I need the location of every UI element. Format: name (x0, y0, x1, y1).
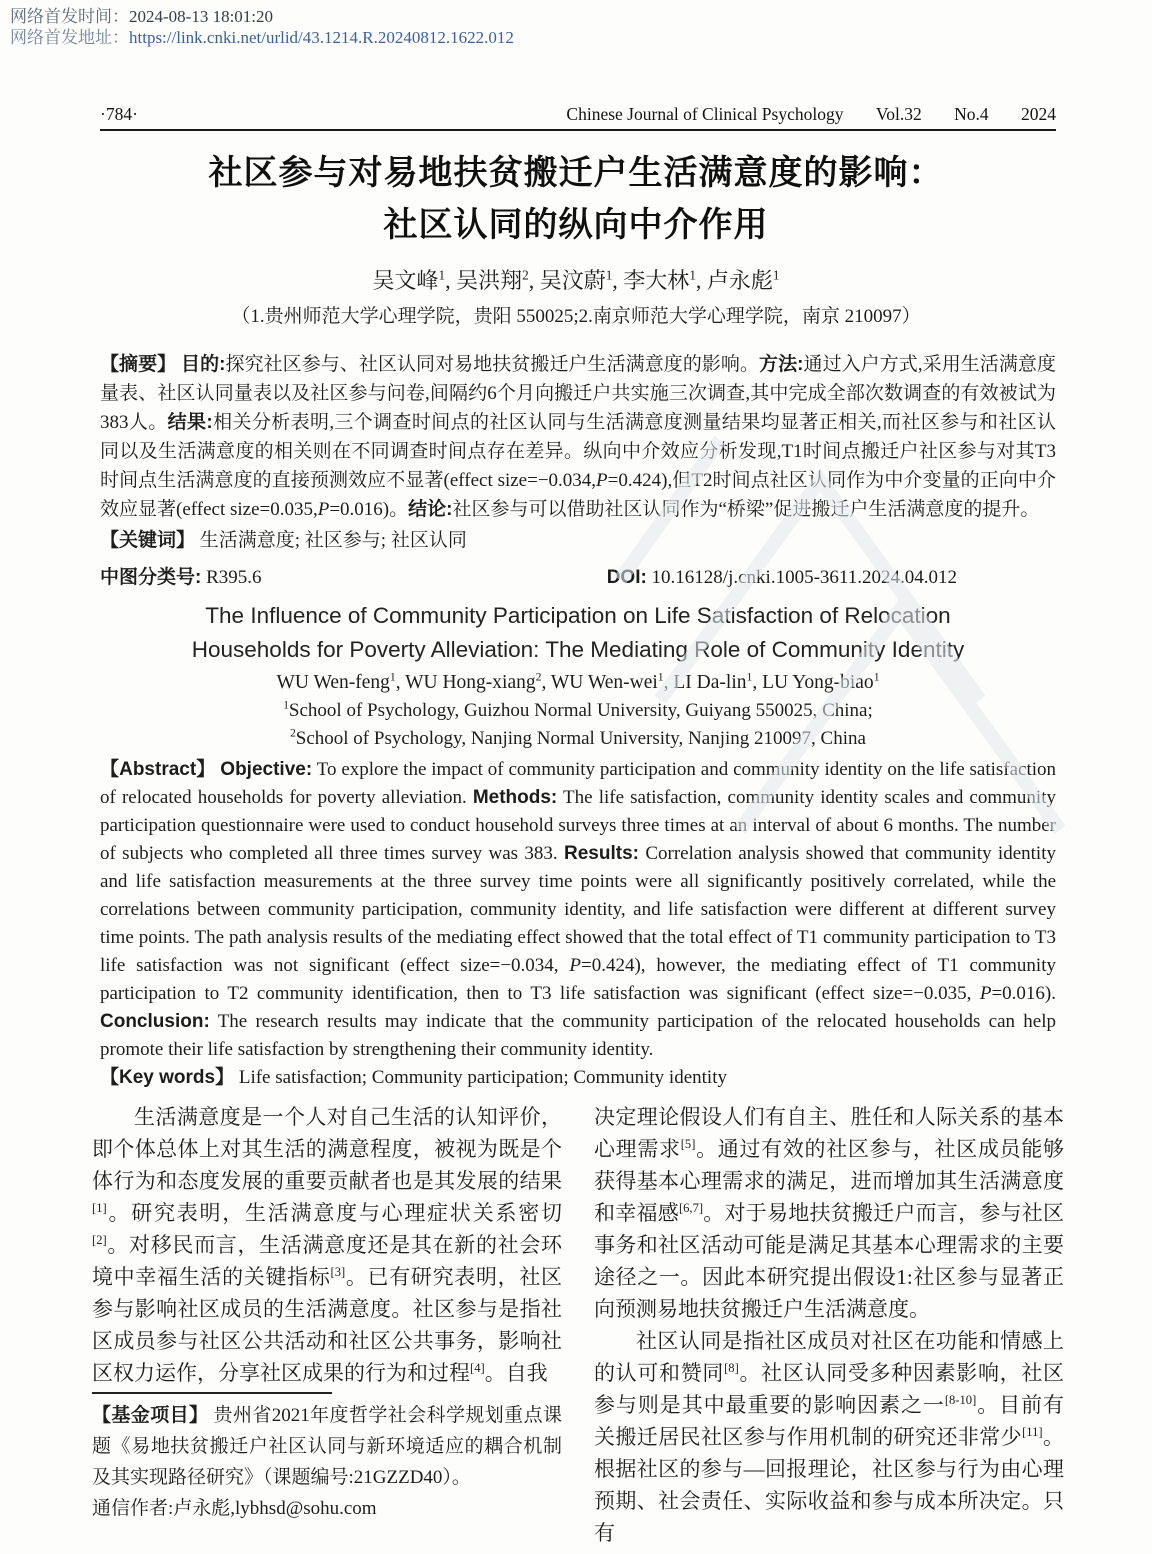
abstract-cn: 【摘要】 目的:探究社区参与、社区认同对易地扶贫搬迁户生活满意度的影响。方法:通过入户方式,采用生活满意度量表、社区认同量表以及社区参与问卷,间隔约6个月向搬迁户共实施三次调查,其中完成全部次数调查的有效被试为383人。结果:相关分析表明,三个调查时间点的社区认同与生活满意度测量结果均显著正相关,而社区参与和社区认同以及生活满意度的相关则在不同调查时间点存在差异。纵向中介效应分析发现,T1时间点搬迁户社区参与对其T3时间点生活满意度的直接预测效应不显著(effect size=−0.034,P=0.424),但T2时间点社区认同作为中介变量的正向中介效应显著(effect size=0.035,P=0.016)。结论:社区参与可以借助社区认同作为“桥梁”促进搬迁户生活满意度的提升。 (100, 354, 1056, 520)
body-paragraph-2: 社区认同是指社区成员对社区在功能和情感上的认可和赞同[8]。社区认同受多种因素影响，社区参与则是其中最重要的影响因素之一[8-10]。目前有关搬迁居民社区参与作用机制的研究还非常少[11]。根据社区的参与—回报理论，社区参与行为由心理预期、社会责任、实际收益和参与成本所决定。只有 (594, 1329, 1065, 1545)
footnote-rule (92, 1392, 332, 1394)
article-title-cn-line1: 社区参与对易地扶贫搬迁户生活满意度的影响： (208, 154, 944, 192)
clc-doi-row (100, 565, 1056, 591)
authors-en: WU Wen-feng$^1$, WU Hong-xiang$^2$, WU Wen-wei$^1$, LI Da-lin$^1$, LU Yong-biao$^1$ (276, 670, 880, 693)
abstract-en: 【Abstract】 Objective: To explore the impact of community participation and community identity on the life satisfaction of relocated households for poverty alleviation. Methods: The life satisfaction, community identity scales and community participation questionnaire were used to conduct household surveys three times at an interval of about 6 months. The number of subjects who completed all three times survey was 383. Results: Correlation analysis showed that community identity and life satisfaction measurements at the three survey time points were all significantly positively correlated, while the correlations between community participation, community identity, and life satisfaction were different at different survey time points. The path analysis results of the mediating effect showed that the total effect of T1 community participation to T3 life satisfaction was not significant (effect size=−0.034, P=0.424), however, the mediating effect of T1 community participation to T2 community identification, then to T3 life satisfaction was significant (effect size=−0.035, P=0.016). Conclusion: The research results may indicate that the community participation of the relocated households can help promote their life satisfaction by strengthening their community identity. (100, 759, 1057, 1060)
article-title-cn-line2: 社区认同的纵向中介作用 (383, 206, 769, 244)
body-paragraph-1-continued: 决定理论假设人们有自主、胜任和人际关系的基本心理需求[5]。通过有效的社区参与，社区成员能够获得基本心理需求的满足，进而增加其生活满意度和幸福感[6,7]。对于易地扶贫搬迁户而言，参与社区事务和社区活动可能是满足其基本心理需求的主要途径之一。因此本研究提出假设1:社区参与显著正向预测易地扶贫搬迁户生活满意度。 (594, 1105, 1065, 1321)
body-paragraph-1: 生活满意度是一个人对自己生活的认知评价，即个体总体上对其生活的满意程度，被视为既是个体行为和态度发展的重要贡献者也是其发展的结果[1]。研究表明，生活满意度与心理症状关系密切[2]。对移民而言，生活满意度还是其在新的社会环境中幸福生活的关键指标[3]。已有研究表明，社区参与影响社区成员的生活满意度。社区参与是指社区成员参与社区公共活动和社区公共事务，影响社区权力运作，分享社区成果的行为和过程[4]。自我 (92, 1105, 563, 1385)
clc-number: 中图分类号: R395.6 (100, 567, 262, 588)
article-title-en (100, 599, 1056, 667)
fund-note: 【基金项目】 贵州省2021年度哲学社会科学规划重点课题《易地扶贫搬迁户社区认同与新环境适应的耦合机制及其实现路径研究》（课题编号:21GZZD40）。 (92, 1404, 562, 1488)
journal-year: 2024 (1021, 104, 1056, 124)
online-time-label: 网络首发时间： (10, 7, 129, 26)
online-url-label: 网络首发地址： (10, 28, 129, 47)
header-rule (100, 129, 1056, 131)
page-number: ·784· (100, 104, 138, 124)
article-title-en-line2: Households for Poverty Alleviation: The Mediating Role of Community Identity (191, 637, 965, 662)
affiliation-cn: （1.贵州师范大学心理学院，贵阳 550025;2.南京师范大学心理学院，南京 210097） (231, 306, 921, 327)
journal-reference (566, 103, 1056, 125)
journal-issue: No.4 (954, 104, 989, 124)
running-head (100, 103, 1056, 125)
online-time-value: 2024-08-13 18:01:20 (129, 7, 274, 26)
online-first-meta (0, 0, 1152, 48)
affiliation-en-1: $^1$School of Psychology, Guizhou Normal University, Guiyang 550025, China; (283, 699, 873, 721)
body-column-left (92, 1101, 562, 1549)
corresponding-author: 通信作者:卢永彪,lybhsd@sohu.com (92, 1497, 377, 1519)
front-matter (100, 350, 1056, 1092)
online-time-line (10, 6, 1152, 27)
body-column-right (594, 1101, 1064, 1549)
doi: DOI: 10.16128/j.cnki.1005-3611.2024.04.012 (606, 567, 957, 588)
authors-cn: 吴文峰$^1$, 吴洪翔$^2$, 吴汶蔚$^1$, 李大林$^1$, 卢永彪$^1$ (372, 267, 780, 293)
online-url-link[interactable]: https://link.cnki.net/urlid/43.1214.R.20240812.1622.012 (129, 28, 514, 47)
footnote (92, 1400, 562, 1524)
journal-name: Chinese Journal of Clinical Psychology (566, 104, 844, 124)
affiliation-en-2: $^2$School of Psychology, Nanjing Normal University, Nanjing 210097, China (290, 727, 866, 749)
keywords-en: 【Key words】 Life satisfaction; Community participation; Community identity (100, 1067, 727, 1088)
article-title-cn (60, 147, 1092, 251)
journal-volume: Vol.32 (875, 104, 922, 124)
article-title-en-line1: The Influence of Community Participation on Life Satisfaction of Relocation (205, 603, 951, 628)
body-columns (92, 1101, 1064, 1549)
keywords-cn: 【关键词】 生活满意度; 社区参与; 社区认同 (100, 530, 467, 551)
online-url-line (10, 27, 1152, 48)
